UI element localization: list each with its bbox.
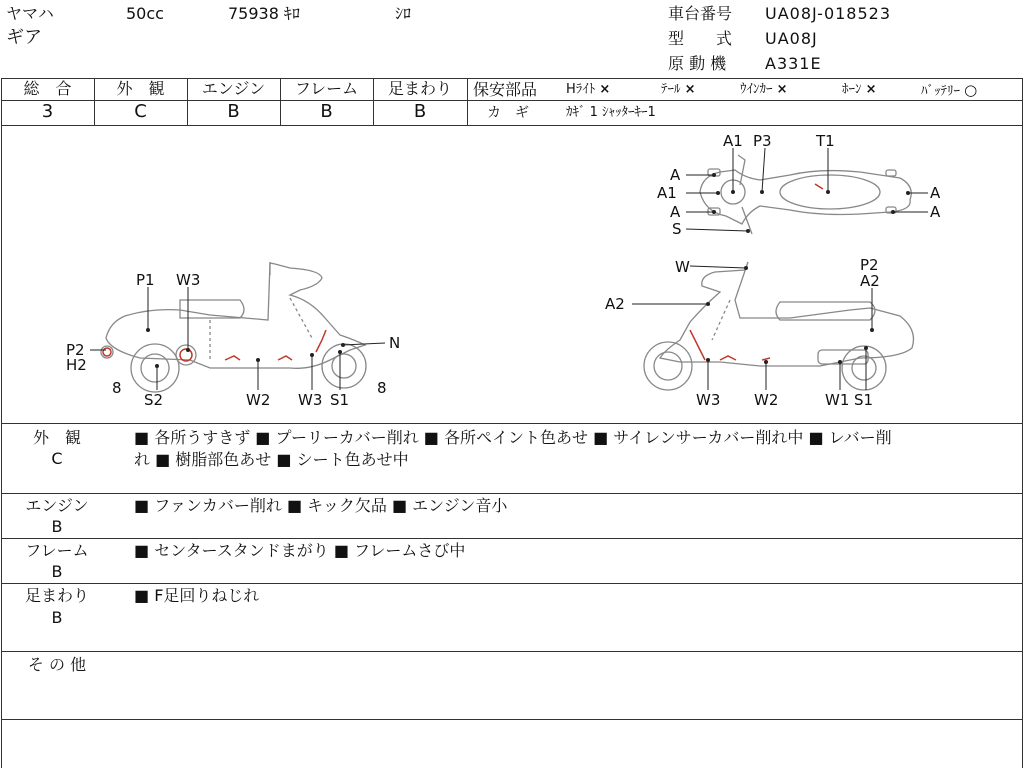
section-title-suspension: 足まわり (24, 586, 89, 605)
label-right-a2-left: A2 (605, 295, 625, 313)
label-right-a2-upper: A2 (860, 272, 880, 290)
rule-diagram-bottom (1, 423, 1023, 424)
section-title-frame: フレーム (25, 541, 89, 560)
label-left-s1: S1 (330, 391, 350, 409)
section-notes-suspension: ■ F足回りねじれ (134, 586, 260, 605)
label-top-a1: A1 (723, 132, 743, 150)
section-title-exterior: 外 観 (32, 428, 81, 447)
label-left-p2: P2 (66, 341, 85, 359)
label-left-n: N (389, 334, 401, 352)
damage-diagram (0, 126, 1024, 422)
section-notes-engine: ■ ファンカバー削れ ■ キック欠品 ■ エンジン音小 (134, 496, 508, 515)
label-top-p3: P3 (753, 132, 772, 150)
safety-item-name: ﾊﾞｯﾃﾘｰ (921, 84, 960, 99)
label-left-h2: H2 (66, 356, 87, 374)
grade-value-suspension: B (413, 101, 427, 122)
label-left-w2: W2 (246, 391, 271, 409)
key-label: カ ギ (487, 105, 529, 121)
safety-item-mark: ○ (964, 81, 978, 99)
grade-value-exterior: C (134, 101, 147, 122)
type-label: 型 式 (668, 29, 733, 48)
top-view-scooter (700, 155, 911, 234)
safety-item-name: ﾎｰﾝ (842, 82, 862, 97)
label-right-w1: W1 (825, 391, 850, 409)
engine-label: 原 動 機 (668, 54, 727, 73)
section-grade-suspension: B (51, 608, 63, 627)
safety-item-mark: × (776, 82, 788, 97)
label-right-w: W (675, 258, 690, 276)
body-color: ｼﾛ (395, 4, 412, 23)
section-title-other: そ の 他 (27, 655, 87, 674)
grade-label-exterior: 外 観 (116, 79, 165, 98)
safety-item-tail (661, 80, 696, 100)
section-grade-engine: B (51, 517, 63, 536)
label-top-a-upper-left: A (670, 166, 681, 184)
label-top-a-lower-left: A (670, 203, 681, 221)
label-left-8-front: 8 (377, 379, 387, 397)
safety-item-mark: × (684, 82, 696, 97)
label-left-s2: S2 (144, 391, 164, 409)
displacement: 50cc (126, 4, 164, 23)
label-right-s1: S1 (854, 391, 874, 409)
chassis-value: UA08J-018523 (765, 4, 892, 23)
label-top-t1: T1 (816, 132, 835, 150)
label-top-a-lower-right: A (930, 203, 941, 221)
rule-sec-3 (1, 583, 1023, 584)
label-top-s: S (672, 220, 682, 238)
grade-value-engine: B (227, 101, 240, 122)
grade-col-5 (467, 78, 468, 125)
section-notes-exterior-line1: ■ 各所うすきず ■ プーリーカバー削れ ■ 各所ペイント色あせ ■ サイレンサーカバー削れ中 ■ レバー削 (134, 428, 892, 447)
rule-sec-4 (1, 651, 1023, 652)
grade-label-suspension: 足まわり (387, 79, 452, 98)
model-name: ギア (6, 27, 42, 48)
mileage: 75938 ｷﾛ (228, 4, 300, 23)
safety-item-name: ｳｲﾝｶｰ (740, 82, 773, 97)
grade-value-overall: 3 (41, 101, 54, 122)
section-grade-frame: B (51, 562, 63, 581)
safety-item-horn (842, 80, 877, 100)
leader-lines (90, 148, 928, 390)
maker: ヤマハ (6, 4, 54, 23)
section-title-engine: エンジン (25, 496, 89, 515)
safety-item-winker (740, 80, 788, 100)
label-left-p1: P1 (136, 271, 155, 289)
rule-sec-1 (1, 493, 1023, 494)
safety-item-mark: × (865, 82, 877, 97)
label-right-w2: W2 (754, 391, 779, 409)
rule-sec-2 (1, 538, 1023, 539)
safety-item-name: ﾃｰﾙ (661, 82, 681, 97)
type-value: UA08J (765, 29, 818, 48)
label-left-8-rear: 8 (112, 379, 122, 397)
label-left-w3: W3 (176, 271, 201, 289)
section-notes-frame: ■ センタースタンドまがり ■ フレームさび中 (134, 541, 466, 560)
safety-item-mark: × (599, 82, 611, 97)
safety-item-headlight (566, 80, 610, 100)
safety-label: 保安部品 (473, 80, 538, 99)
grade-value-frame: B (320, 101, 333, 122)
label-right-p2: P2 (860, 256, 879, 274)
grade-label-overall: 総 合 (23, 79, 72, 98)
grade-label-engine: エンジン (201, 79, 266, 98)
safety-item-name: Hﾗｲﾄ (566, 82, 596, 97)
engine-value: A331E (765, 54, 822, 73)
section-grade-exterior: C (51, 449, 63, 468)
label-right-w3: W3 (696, 391, 721, 409)
label-top-a-upper-right: A (930, 184, 941, 202)
safety-item-battery (921, 80, 977, 102)
chassis-label: 車台番号 (668, 4, 733, 23)
key-value: ｶｷﾞ 1 ｼｬｯﾀｰｷｰ1 (566, 105, 656, 120)
rule-sec-5 (1, 719, 1023, 720)
grade-label-frame: フレーム (294, 79, 359, 98)
label-top-a1-left: A1 (657, 184, 677, 202)
leader-dots (146, 173, 910, 368)
section-notes-exterior-line2: れ ■ 樹脂部色あせ ■ シート色あせ中 (134, 450, 409, 469)
label-left-w3-lower: W3 (298, 391, 323, 409)
